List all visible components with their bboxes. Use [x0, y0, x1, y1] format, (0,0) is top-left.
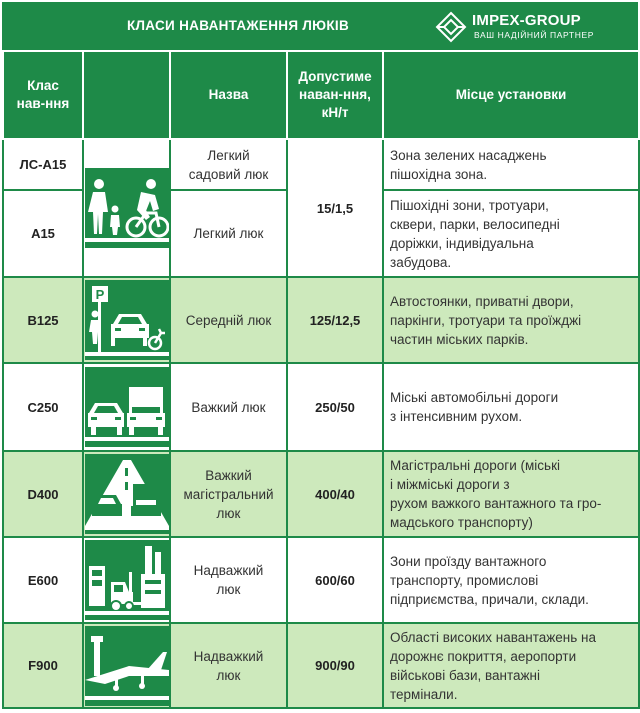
two-trucks-icon — [85, 367, 169, 447]
table-row — [3, 451, 639, 537]
place-cell: Зона зелених насаджень пішохідна зона. — [383, 139, 639, 190]
place-cell: Області високих навантажень на дорожнє покриття, аеропорти військові бази, вантажні термінали. — [383, 623, 639, 708]
svg-text:P: P — [95, 287, 104, 302]
pedestrians-cyclist-icon — [85, 168, 169, 248]
name-cell: Важкий магістральний люк — [170, 451, 287, 537]
page-title: КЛАСИ НАВАНТАЖЕННЯ ЛЮКІВ — [126, 18, 350, 33]
pictogram-cell — [83, 277, 170, 363]
parking-car-icon — [85, 280, 169, 360]
col-header-name: Назва — [170, 51, 287, 139]
pictogram-cell — [83, 451, 170, 537]
table-row — [3, 363, 639, 451]
pictogram-cell — [83, 623, 170, 708]
place-cell: Автостоянки, приватні двори, паркінги, тротуари та проїжджі частин міських парків. — [383, 277, 639, 363]
col-header-class: Клас нав-ння — [3, 51, 83, 139]
place-cell: Міські автомобільні дороги з інтенсивним рухом. — [383, 363, 639, 451]
logo-mark-icon — [434, 11, 468, 43]
name-cell: Легкий люк — [170, 190, 287, 277]
class-cell: A15 — [3, 190, 83, 277]
pictogram-cell — [83, 139, 170, 277]
name-cell: Важкий люк — [170, 363, 287, 451]
place-cell: Магістральні дороги (міські і міжміські дороги з рухом важкого вантажного та гро- мадського транспорту) — [383, 451, 639, 537]
load-class-sheet — [2, 2, 638, 709]
name-cell: Надважкий люк — [170, 623, 287, 708]
pictogram-cell — [83, 537, 170, 623]
logo-tagline: ВАШ НАДІЙНИЙ ПАРТНЕР — [474, 30, 594, 40]
airport-plane-icon — [85, 626, 169, 706]
class-cell: F900 — [3, 623, 83, 708]
class-cell: ЛС-А15 — [3, 139, 83, 190]
col-header-pictogram — [83, 51, 170, 139]
table-row — [3, 277, 639, 363]
load-cell: 125/12,5 — [287, 277, 383, 363]
highway-truck-icon — [85, 454, 169, 534]
col-header-place: Місце установки — [383, 51, 639, 139]
class-cell: C250 — [3, 363, 83, 451]
company-logo — [434, 11, 630, 43]
title-bar — [2, 2, 638, 50]
table-row — [3, 537, 639, 623]
place-cell: Зони проїзду вантажного транспорту, промислові підприємства, причали, склади. — [383, 537, 639, 623]
load-cell: 15/1,5 — [287, 139, 383, 277]
load-cell: 900/90 — [287, 623, 383, 708]
forklift-icon — [85, 540, 169, 620]
load-classes-table — [2, 50, 640, 709]
load-cell: 250/50 — [287, 363, 383, 451]
place-cell: Пішохідні зони, тротуари, сквери, парки, велосипедні доріжки, індивідуальна забудова. — [383, 190, 639, 277]
load-cell: 600/60 — [287, 537, 383, 623]
table-header-row — [3, 51, 639, 139]
class-cell: E600 — [3, 537, 83, 623]
class-cell: D400 — [3, 451, 83, 537]
load-cell: 400/40 — [287, 451, 383, 537]
pictogram-cell — [83, 363, 170, 451]
table-row — [3, 623, 639, 708]
name-cell: Легкий садовий люк — [170, 139, 287, 190]
name-cell: Надважкий люк — [170, 537, 287, 623]
logo-brand-text: IMPEX-GROUP — [472, 12, 581, 29]
name-cell: Середній люк — [170, 277, 287, 363]
col-header-load: Допустиме наван-ння, кН/т — [287, 51, 383, 139]
table-row — [3, 139, 639, 190]
class-cell: B125 — [3, 277, 83, 363]
